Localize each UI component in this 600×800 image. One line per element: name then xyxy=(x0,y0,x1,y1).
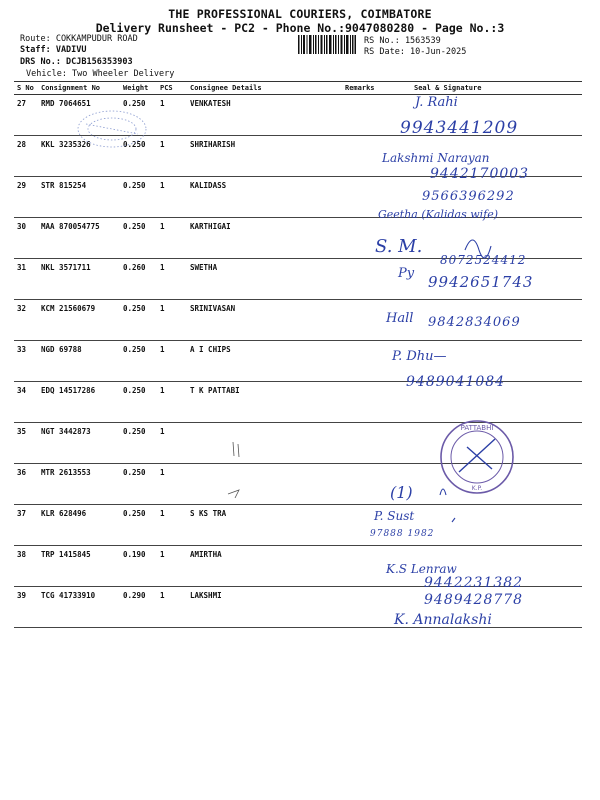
cell-sno: 33 xyxy=(14,341,38,382)
cell-sno: 36 xyxy=(14,464,38,505)
column-header-remarks: Remarks xyxy=(342,82,394,95)
svg-text:PATTABHI: PATTABHI xyxy=(460,424,494,432)
handwritten-phone: 9842834069 xyxy=(428,315,521,330)
cell-consignee: SWETHA xyxy=(187,259,342,300)
column-header-consignee: Consignee Details xyxy=(187,82,342,95)
cell-consignee: KARTHIGAI xyxy=(187,218,342,259)
handwritten-name: K.S Lenraw xyxy=(386,562,457,576)
cell-weight: 0.250 xyxy=(120,505,157,546)
cell-consignment: NKL 3571711 xyxy=(38,259,120,300)
dotted-stamp-image xyxy=(72,104,152,154)
cell-weight: 0.250 xyxy=(120,95,157,136)
cell-weight: 0.250 xyxy=(120,423,157,464)
cell-consignee: T K PATTABI xyxy=(187,382,342,423)
cell-sno: 31 xyxy=(14,259,38,300)
cell-weight: 0.290 xyxy=(120,587,157,628)
cell-consignment: NGT 3442873 xyxy=(38,423,120,464)
cell-consignment: EDQ 14517286 xyxy=(38,382,120,423)
cell-pcs: 1 xyxy=(157,177,187,218)
cell-consignee: KALIDASS xyxy=(187,177,342,218)
cell-sno: 35 xyxy=(14,423,38,464)
cell-consignment: KCM 21560679 xyxy=(38,300,120,341)
cell-consignee: AMIRTHA xyxy=(187,546,342,587)
cell-sno: 39 xyxy=(14,587,38,628)
cell-pcs: 1 xyxy=(157,587,187,628)
column-header-weight: Weight xyxy=(120,82,157,95)
signature-mark: P. Dhu— xyxy=(392,349,447,364)
column-header-seal-signature: Seal & Signature xyxy=(394,82,582,95)
handwritten-phone: 8072524412 xyxy=(440,253,527,267)
cell-consignment: KLR 628496 xyxy=(38,505,120,546)
cell-consignment: TRP 1415845 xyxy=(38,546,120,587)
cell-consignment: RMD 7064651 xyxy=(38,95,120,136)
cell-pcs: 1 xyxy=(157,218,187,259)
cell-weight: 0.250 xyxy=(120,300,157,341)
handwritten-phone: 9566396292 xyxy=(422,189,515,204)
vehicle-label: Vehicle: Two Wheeler Delivery xyxy=(26,69,175,79)
column-header-pcs: PCS xyxy=(157,82,187,95)
handwritten-phone: 9489428778 xyxy=(424,592,524,608)
cell-weight: 0.250 xyxy=(120,177,157,218)
cell-consignment: MAA 870054775 xyxy=(38,218,120,259)
rs-number: RS No.: 1563539 xyxy=(364,36,441,46)
handwritten-signatures xyxy=(370,90,600,630)
cell-sno: 28 xyxy=(14,136,38,177)
cell-weight: 0.260 xyxy=(120,259,157,300)
cell-consignment: MTR 2613553 xyxy=(38,464,120,505)
cell-weight: 0.250 xyxy=(120,218,157,259)
column-header-sno: S No xyxy=(14,82,38,95)
handwritten-phone: 9442170003 xyxy=(430,166,530,182)
cell-weight: 0.250 xyxy=(120,382,157,423)
signature-mark: (1) xyxy=(390,483,413,502)
cell-weight: 0.250 xyxy=(120,464,157,505)
signature-mark: Py xyxy=(398,266,415,281)
cell-consignee xyxy=(187,423,342,464)
cell-weight: 0.190 xyxy=(120,546,157,587)
cell-consignee: SHRIHARISH xyxy=(187,136,342,177)
rs-date: RS Date: 10-Jun-2025 xyxy=(364,47,467,57)
cell-sno: 38 xyxy=(14,546,38,587)
cell-sno: 37 xyxy=(14,505,38,546)
cell-sno: 32 xyxy=(14,300,38,341)
cell-pcs: 1 xyxy=(157,464,187,505)
cell-weight: 0.250 xyxy=(120,341,157,382)
cell-pcs: 1 xyxy=(157,259,187,300)
cell-pcs: 1 xyxy=(157,341,187,382)
cell-pcs: 1 xyxy=(157,505,187,546)
handwritten-name: Lakshmi Narayan xyxy=(382,151,490,165)
handwritten-name: K. Annalakshi xyxy=(394,612,492,628)
handwritten-phone: 9442231382 xyxy=(424,575,524,591)
handwritten-phone: 9942651743 xyxy=(428,273,534,291)
cell-consignment: STR 815254 xyxy=(38,177,120,218)
cell-pcs: 1 xyxy=(157,382,187,423)
company-title: THE PROFESSIONAL COURIERS, COIMBATORE xyxy=(168,7,432,21)
signature-mark: Hall xyxy=(386,311,414,326)
column-header-consignment: Consignment No xyxy=(38,82,120,95)
cell-sno: 27 xyxy=(14,95,38,136)
cell-pcs: 1 xyxy=(157,95,187,136)
pencil-marks xyxy=(225,438,255,498)
route-label: Route: COKKAMPUDUR ROAD xyxy=(20,34,138,44)
svg-text:K.P.: K.P. xyxy=(471,485,483,492)
cell-consignee: SRINIVASAN xyxy=(187,300,342,341)
runsheet-subtitle: Delivery Runsheet - PC2 - Phone No.:9047080280 - Page No.:3 xyxy=(95,21,505,35)
cell-weight: 0.250 xyxy=(120,136,157,177)
drs-label: DRS No.: DCJB156353903 xyxy=(20,57,133,67)
cell-pcs: 1 xyxy=(157,136,187,177)
cell-consignment: KKL 3235326 xyxy=(38,136,120,177)
signature-mark: S. M. xyxy=(375,236,423,257)
cell-consignee: LAKSHMI xyxy=(187,587,342,628)
handwritten-phone: 97888 1982 xyxy=(370,529,435,539)
cell-sno: 34 xyxy=(14,382,38,423)
cell-consignee: A I CHIPS xyxy=(187,341,342,382)
signature-mark: J. Rahi xyxy=(415,95,458,110)
cell-sno: 30 xyxy=(14,218,38,259)
cell-consignee: VENKATESH xyxy=(187,95,342,136)
staff-label: Staff: VADIVU xyxy=(20,45,87,55)
cell-pcs: 1 xyxy=(157,546,187,587)
cell-consignee: S KS TRA xyxy=(187,505,342,546)
handwritten-name: Geetha (Kalidas wife) xyxy=(378,208,499,221)
cell-consignee xyxy=(187,464,342,505)
cell-pcs: 1 xyxy=(157,300,187,341)
cell-sno: 29 xyxy=(14,177,38,218)
signature-mark: P. Sust xyxy=(374,509,415,523)
barcode-image xyxy=(298,35,356,54)
cell-consignment: TCG 41733910 xyxy=(38,587,120,628)
handwritten-phone: 9943441209 xyxy=(400,118,519,138)
cell-pcs: 1 xyxy=(157,423,187,464)
handwritten-phone: 9489041084 xyxy=(406,374,506,390)
cell-consignment: NGD 69788 xyxy=(38,341,120,382)
